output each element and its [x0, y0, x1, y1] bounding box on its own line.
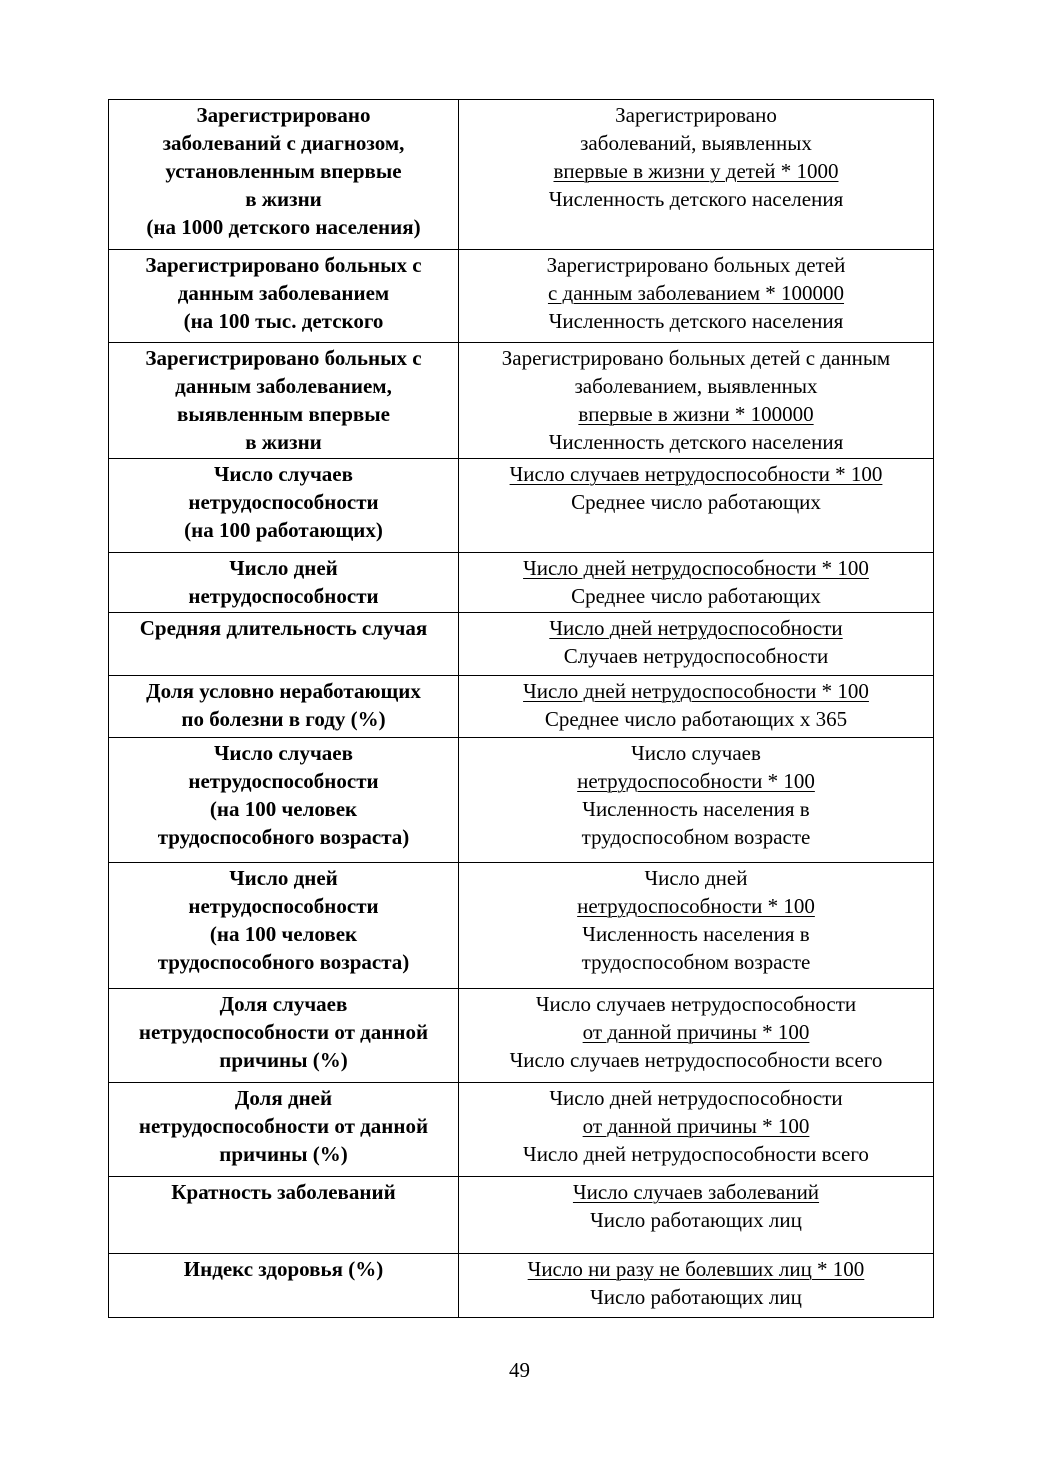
indicator-name-cell — [109, 1083, 459, 1177]
numerator-line — [463, 1084, 929, 1112]
numerator-line — [463, 460, 929, 488]
fraction-bar-numerator: впервые в жизни * 100000 — [578, 402, 814, 426]
indicator-name-cell — [109, 613, 459, 676]
indicator-name-line: установленным впервые — [165, 159, 402, 183]
fraction-bar-numerator: Число дней нетрудоспособности * 100 — [523, 556, 869, 580]
indicator-name-cell — [109, 738, 459, 863]
indicator-name-cell — [109, 863, 459, 989]
table-row — [109, 1083, 934, 1177]
numerator-text: Число случаев — [631, 741, 761, 765]
indicator-name-line: нетрудоспособности — [188, 894, 379, 918]
indicator-name-line: (на 1000 детского населения) — [146, 215, 421, 239]
denominator-line: Численность населения в — [582, 797, 810, 821]
indicator-name-cell — [109, 343, 459, 459]
indicator-name-line: выявленным впервые — [177, 402, 390, 426]
formula-cell — [459, 343, 934, 459]
numerator-line — [463, 1178, 929, 1206]
indicator-name-cell — [109, 989, 459, 1083]
indicator-name-line: (на 100 человек — [209, 922, 358, 946]
numerator-line — [463, 892, 929, 920]
indicator-name-line: нетрудоспособности — [188, 769, 379, 793]
indicator-name-line: Индекс здоровья (%) — [183, 1257, 384, 1281]
numerator-line — [463, 554, 929, 582]
formula-cell — [459, 676, 934, 738]
table-row — [109, 1177, 934, 1254]
indicator-name-line: (на 100 работающих) — [184, 518, 383, 542]
fraction-bar-numerator: нетрудоспособности * 100 — [577, 894, 815, 918]
indicator-name-line: (на 100 человек — [209, 797, 358, 821]
indicator-name-line: Доля условно неработающих — [146, 679, 421, 703]
indicator-name-line: заболеваний с диагнозом, — [162, 131, 405, 155]
table-row — [109, 553, 934, 613]
denominator-line: Случаев нетрудоспособности — [563, 644, 829, 668]
indicator-name-line: по болезни в году (%) — [181, 707, 386, 731]
numerator-line — [463, 990, 929, 1018]
numerator-text: Зарегистрировано больных детей с данным — [501, 346, 891, 370]
indicator-name-line: причины (%) — [219, 1048, 348, 1072]
table-row — [109, 613, 934, 676]
fraction-bar-numerator: нетрудоспособности * 100 — [577, 769, 815, 793]
indicator-name-line: Зарегистрировано — [196, 103, 371, 127]
denominator-line: Среднее число работающих — [571, 490, 821, 514]
fraction-bar-numerator: Число случаев заболеваний — [572, 1180, 820, 1204]
indicator-name-line: в жизни — [245, 430, 322, 454]
numerator-text: Число случаев нетрудоспособности — [535, 992, 857, 1016]
numerator-text: Зарегистрировано — [615, 103, 777, 127]
formula-cell — [459, 1177, 934, 1254]
formula-table-body — [109, 100, 934, 1318]
denominator-line: Среднее число работающих х 365 — [544, 707, 848, 731]
denominator-line: Численность детского населения — [548, 309, 844, 333]
formula-cell — [459, 100, 934, 250]
denominator-line: трудоспособном возрасте — [581, 950, 811, 974]
indicator-name-line: Число дней — [229, 556, 338, 580]
formula-cell — [459, 863, 934, 989]
indicator-name-line: данным заболеванием — [177, 281, 390, 305]
indicator-name-line: причины (%) — [219, 1142, 348, 1166]
numerator-line — [463, 251, 929, 279]
indicator-name-cell — [109, 100, 459, 250]
indicator-name-line: (на 100 тыс. детского — [183, 309, 384, 333]
indicator-name-cell — [109, 459, 459, 553]
indicator-name-cell — [109, 676, 459, 738]
indicator-name-line: Число дней — [229, 866, 338, 890]
numerator-line — [463, 101, 929, 129]
denominator-line: Число случаев нетрудоспособности всего — [509, 1048, 883, 1072]
numerator-text: заболеванием, выявленных — [574, 374, 818, 398]
numerator-line — [463, 157, 929, 185]
formula-cell — [459, 250, 934, 343]
indicator-name-line: в жизни — [245, 187, 322, 211]
numerator-line — [463, 677, 929, 705]
indicator-name-line: трудоспособного возраста) — [157, 825, 410, 849]
table-row — [109, 863, 934, 989]
table-row — [109, 989, 934, 1083]
indicator-name-line: нетрудоспособности — [188, 490, 379, 514]
formula-cell — [459, 738, 934, 863]
page-number: 49 — [509, 1358, 530, 1382]
fraction-bar-numerator: от данной причины * 100 — [582, 1020, 810, 1044]
indicator-name-line: Доля дней — [234, 1086, 333, 1110]
table-row — [109, 343, 934, 459]
denominator-line: Численность населения в — [582, 922, 810, 946]
numerator-line — [463, 344, 929, 372]
fraction-bar-numerator: с данным заболеванием * 100000 — [547, 281, 845, 305]
indicator-name-line: Зарегистрировано больных с — [145, 346, 422, 370]
fraction-bar-numerator: от данной причины * 100 — [582, 1114, 810, 1138]
indicator-name-line: Кратность заболеваний — [171, 1180, 396, 1204]
table-row — [109, 100, 934, 250]
formula-table — [108, 99, 934, 1318]
denominator-line: Число работающих лиц — [590, 1285, 802, 1309]
table-row — [109, 250, 934, 343]
indicator-name-line: трудоспособного возраста) — [157, 950, 410, 974]
numerator-line — [463, 767, 929, 795]
numerator-line — [463, 739, 929, 767]
denominator-line: Число работающих лиц — [590, 1208, 802, 1232]
table-row — [109, 738, 934, 863]
indicator-name-line: нетрудоспособности от данной — [138, 1114, 429, 1138]
indicator-name-cell — [109, 250, 459, 343]
formula-cell — [459, 989, 934, 1083]
numerator-line — [463, 400, 929, 428]
table-row — [109, 676, 934, 738]
denominator-line: Численность детского населения — [548, 187, 844, 211]
fraction-bar-numerator: Число дней нетрудоспособности * 100 — [523, 679, 869, 703]
numerator-text: Число дней — [644, 866, 748, 890]
numerator-text: Зарегистрировано больных детей — [546, 253, 846, 277]
indicator-name-line: нетрудоспособности от данной — [138, 1020, 429, 1044]
indicator-name-line: нетрудоспособности — [188, 584, 379, 608]
numerator-line — [463, 372, 929, 400]
indicator-name-line: Средняя длительность случая — [139, 616, 428, 640]
table-row — [109, 1254, 934, 1318]
numerator-line — [463, 864, 929, 892]
denominator-line: Число дней нетрудоспособности всего — [523, 1142, 869, 1166]
formula-cell — [459, 1254, 934, 1318]
fraction-bar-numerator: Число дней нетрудоспособности — [549, 616, 843, 640]
fraction-bar-numerator: впервые в жизни у детей * 1000 — [553, 159, 839, 183]
numerator-text: заболеваний, выявленных — [580, 131, 812, 155]
numerator-line — [463, 1255, 929, 1283]
indicator-name-cell — [109, 553, 459, 613]
formula-cell — [459, 459, 934, 553]
formula-cell — [459, 613, 934, 676]
indicator-name-line: данным заболеванием, — [175, 374, 392, 398]
indicator-name-line: Число случаев — [214, 741, 353, 765]
formula-cell — [459, 1083, 934, 1177]
numerator-text: Число дней нетрудоспособности — [549, 1086, 843, 1110]
numerator-line — [463, 1018, 929, 1046]
denominator-line: трудоспособном возрасте — [581, 825, 811, 849]
denominator-line: Численность детского населения — [548, 430, 844, 454]
denominator-line: Среднее число работающих — [571, 584, 821, 608]
numerator-line — [463, 129, 929, 157]
fraction-bar-numerator: Число случаев нетрудоспособности * 100 — [509, 462, 883, 486]
indicator-name-line: Зарегистрировано больных с — [145, 253, 422, 277]
numerator-line — [463, 279, 929, 307]
indicator-name-cell — [109, 1177, 459, 1254]
table-row — [109, 459, 934, 553]
numerator-line — [463, 1112, 929, 1140]
indicator-name-cell — [109, 1254, 459, 1318]
indicator-name-line: Число случаев — [214, 462, 353, 486]
fraction-bar-numerator: Число ни разу не болевших лиц * 100 — [527, 1257, 865, 1281]
numerator-line — [463, 614, 929, 642]
formula-cell — [459, 553, 934, 613]
indicator-name-line: Доля случаев — [219, 992, 348, 1016]
